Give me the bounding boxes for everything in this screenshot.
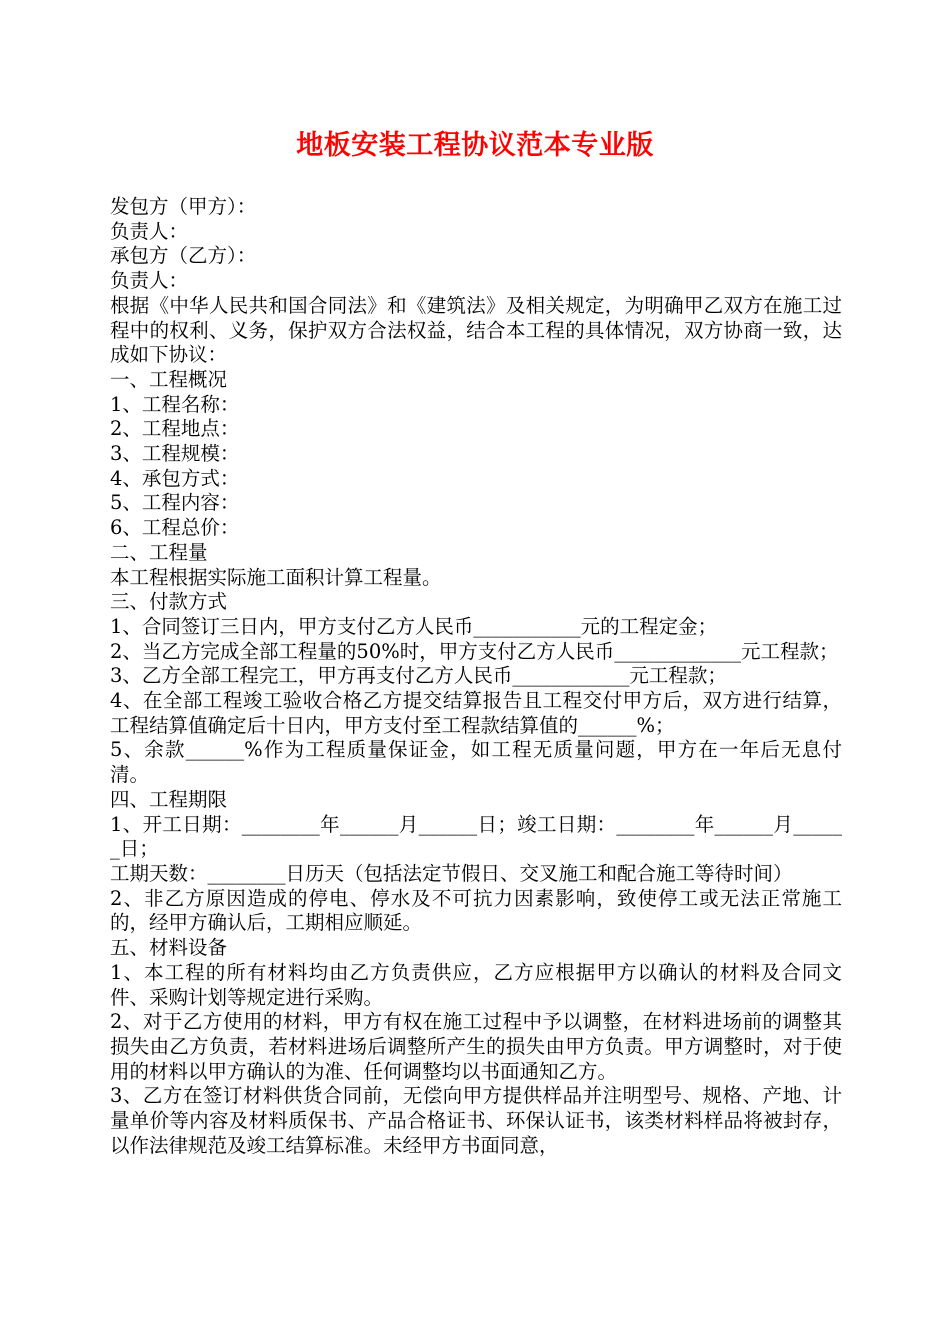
clause-project-name: 1、工程名称： <box>110 392 240 416</box>
party-b-line: 承包方（乙方）： <box>110 244 257 268</box>
section-heading-materials: 五、材料设备 <box>110 936 228 960</box>
document-title: 地板安装工程协议范本专业版 <box>296 130 654 161</box>
party-b-representative-line: 负责人： <box>110 269 189 293</box>
clause-project-location: 2、工程地点： <box>110 417 240 441</box>
section-heading-project-overview: 一、工程概况 <box>110 367 228 391</box>
quantity-paragraph: 本工程根据实际施工面积计算工程量。 <box>110 565 442 589</box>
payment-clause-2: 2、当乙方完成全部工程量的50%时，甲方支付乙方人民币_____________元工程款； <box>110 639 839 663</box>
preamble-paragraph: 根据《中华人民共和国合同法》和《建筑法》及相关规定，为明确甲乙双方在施工过程中的权利、义务，保护双方合法权益，结合本工程的具体情况，双方协商一致，达成如下协议： <box>110 293 842 367</box>
schedule-clause-extension: 2、非乙方原因造成的停电、停水及不可抗力因素影响，致使停工或无法正常施工的，经甲方确认后，工期相应顺延。 <box>110 886 842 935</box>
party-a-representative-line: 负责人： <box>110 219 189 243</box>
materials-clause-1: 1、本工程的所有材料均由乙方负责供应，乙方应根据甲方以确认的材料及合同文件、采购计划等规定进行采购。 <box>110 960 842 1009</box>
payment-clause-4: 4、在全部工程竣工验收合格乙方提交结算报告且工程交付甲方后，双方进行结算，工程结算值确定后十日内，甲方支付至工程款结算值的______%； <box>110 689 842 737</box>
section-heading-payment: 三、付款方式 <box>110 590 228 614</box>
materials-clause-3: 3、乙方在签订材料供货合同前，无偿向甲方提供样品并注明型号、规格、产地、计量单价等内容及材料质保书、产品合格证书、环保认证书，该类材料样品将被封存，以作法律规范及竣工结算标准。未经甲方书面同意， <box>110 1084 842 1157</box>
schedule-clause-duration: 工期天数：________日历天（包括法定节假日、交叉施工和配合施工等待时间） <box>110 861 793 885</box>
clause-contract-method: 4、承包方式： <box>110 466 240 490</box>
section-heading-schedule: 四、工程期限 <box>110 787 228 811</box>
clause-total-price: 6、工程总价： <box>110 516 240 540</box>
clause-project-content: 5、工程内容： <box>110 491 240 515</box>
party-a-line: 发包方（甲方）： <box>110 195 257 218</box>
schedule-clause-dates: 1、开工日期：________年______月______日；竣工日期：________年______月______日； <box>110 812 842 861</box>
payment-clause-3: 3、乙方全部工程完工，甲方再支付乙方人民币____________元工程款； <box>110 664 727 688</box>
document-body <box>110 195 842 1158</box>
payment-clause-5: 5、余款______%作为工程质量保证金，如工程无质量问题，甲方在一年后无息付清。 <box>110 738 842 787</box>
payment-clause-1: 1、合同签订三日内，甲方支付乙方人民币___________元的工程定金； <box>110 614 718 638</box>
clause-project-scale: 3、工程规模： <box>110 442 240 466</box>
materials-clause-2: 2、对于乙方使用的材料，甲方有权在施工过程中予以调整，在材料进场前的调整其损失由乙方负责，若材料进场后调整所产生的损失由甲方负责。甲方调整时，对于使用的材料以甲方确认的为准、任何调整均以书面通知乙方。 <box>110 1010 842 1083</box>
section-heading-quantity: 二、工程量 <box>110 540 208 564</box>
